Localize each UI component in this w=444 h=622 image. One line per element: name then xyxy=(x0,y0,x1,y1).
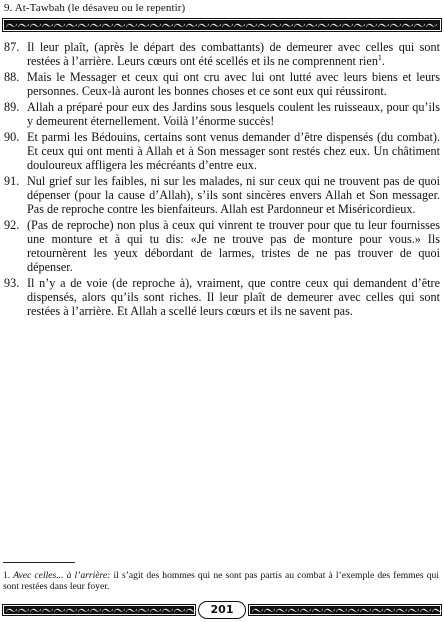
ornament-band-right xyxy=(248,604,442,616)
verse-text: Il leur plaît, (après le départ des combattants) de demeurer avec celles qui sont restées à l’arrière. Leurs cœurs ont été scellés et ils ne comprennent rien$^1$. xyxy=(27,40,440,68)
footnote-divider xyxy=(3,562,75,563)
verse-92 xyxy=(4,218,440,274)
verse-text: Allah a préparé pour eux des Jardins sous lesquels coulent les ruisseaux, pour qu’ils y demeurent éternellement. Voilà l’énorme succès! xyxy=(27,100,440,128)
verse-93 xyxy=(4,276,440,318)
footnote-number: 1. xyxy=(3,570,11,581)
verse-list xyxy=(4,40,440,320)
footnote xyxy=(3,570,439,592)
footnote-text: il s’agit des hommes qui ne sont pas partis au combat à l’exemple des femmes qui sont restées dans leur foyer. xyxy=(3,570,439,592)
verse-number: 88. xyxy=(4,70,20,84)
page-footer xyxy=(2,601,442,619)
verse-91 xyxy=(4,174,440,216)
verse-number: 90. xyxy=(4,130,20,144)
verse-number: 93. xyxy=(4,276,20,290)
verse-number: 91. xyxy=(4,174,20,188)
verse-number: 89. xyxy=(4,100,20,114)
verse-text: Mais le Messager et ceux qui ont cru avec lui ont lutté avec leurs biens et leurs personnes. Ceux-là auront les bonnes choses et ce sont eux qui réussiront. xyxy=(27,70,440,98)
ornamental-border-top xyxy=(2,18,442,32)
verse-88 xyxy=(4,70,440,98)
verse-90 xyxy=(4,130,440,172)
ornament-band-top xyxy=(2,18,442,32)
verse-number: 92. xyxy=(4,218,20,232)
verse-number: 87. xyxy=(4,40,20,54)
ornamental-border-left xyxy=(2,604,196,616)
verse-87 xyxy=(4,40,440,68)
verse-text: Il n’y a de voie (de reproche à), vraiment, que contre ceux qui demandent d’être dispensés, alors qu’ils sont riches. Il leur plaît de demeurer avec celles qui sont restées à l’arrière. Et Allah a scellé leurs cœurs et ils ne savent pas. xyxy=(27,276,440,318)
verse-89 xyxy=(4,100,440,128)
page-number: 201 xyxy=(198,601,246,619)
verse-text: Nul grief sur les faibles, ni sur les malades, ni sur ceux qui ne trouvent pas de quoi dépenser (pour la cause d’Allah), s’ils sont sincères envers Allah et Son messager. Pas de reproche contre les bienfaiteurs. Allah est Pardonneur et Miséricordieux. xyxy=(27,174,440,216)
ornament-band-left xyxy=(2,604,196,616)
footnote-lemma: Avec celles... à l’arrière: xyxy=(13,570,111,581)
verse-text: (Pas de reproche) non plus à ceux qui vinrent te trouver pour que tu leur fournisses une monture et à qui tu dis: «Je ne trouve pas de monture pour vous.» Ils retournèrent les yeux débordant de larmes, tristes de ne pas trouver de quoi dépenser. xyxy=(27,218,440,274)
footnote-marker[interactable]: 1 xyxy=(377,52,382,62)
ornamental-border-right xyxy=(248,604,442,616)
surah-header: 9. At-Tawbah (le désaveu ou le repentir) xyxy=(4,2,186,14)
verse-text: Et parmi les Bédouins, certains sont venus demander d’être dispensés (du combat). Et ceux qui ont menti à Allah et à Son messager sont restés chez eux. Un châtiment douloureux affligera les mécréants d’entre eux. xyxy=(27,130,440,172)
